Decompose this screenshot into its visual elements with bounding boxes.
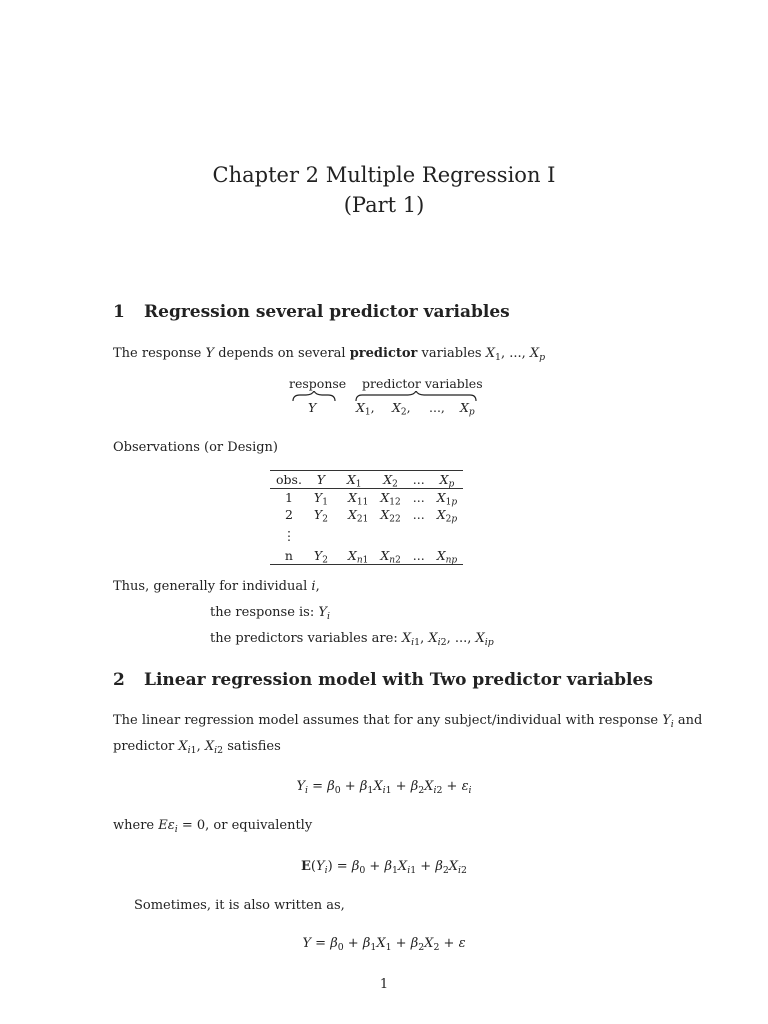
section-1-intro: The response Y depends on several predictor variables $X_1$, ..., $X_p$: [113, 346, 546, 363]
brace-Xp: $X_p$: [460, 400, 475, 418]
section-2-para-line2: predictor $X_{i1}$, $X_{i2}$ satisfies: [113, 739, 281, 756]
sometimes-text: Sometimes, it is also written as,: [134, 898, 345, 913]
brace-X2: $X_2$,: [392, 400, 411, 418]
page-number: 1: [379, 977, 389, 992]
table-row: 1 $Y_1$ $X_{11}$ $X_{12}$ ... $X_{1p}$: [284, 490, 458, 508]
observations-label: Observations (or Design): [113, 440, 278, 455]
header-X2: $X_2$: [383, 472, 398, 490]
header-dots: ...: [412, 472, 425, 487]
header-Xp: $X_p$: [439, 472, 455, 490]
table-row: n $Y_2$ $X_{n1}$ $X_{n2}$ ... $X_{np}$: [270, 547, 463, 565]
page-title: Chapter 2 Multiple Regression I (Part 1): [212, 163, 556, 217]
section-2-heading: 2 Linear regression model with Two predictor variables: [113, 670, 653, 690]
response-is-text: the response is: $Y_i$: [210, 605, 330, 622]
response-label: response: [289, 376, 347, 391]
brace-Y: Y: [308, 400, 317, 415]
header-obs: obs.: [276, 472, 302, 487]
section-2-para-line1: The linear regression model assumes that for any subject/individual with response $Y_i$ and: [113, 713, 703, 730]
equation-model: $Y_i = \beta_0 + \beta_1X_{i1} + \beta_2X_{i2} + \varepsilon_i$: [296, 779, 472, 796]
table-row: ⋮: [282, 527, 296, 543]
predictors-are-text: the predictors variables are: $X_{i1}$, $X_{i2}$, ..., $X_{ip}$: [210, 631, 494, 648]
brace-dots: ...,: [429, 400, 445, 415]
header-X1: $X_1$: [346, 472, 362, 490]
equation-expectation: $E(Y_i) = \beta_0 + \beta_1X_{i1} + \beta_2X_{i2}$: [300, 859, 467, 876]
section-1-heading: 1 Regression several predictor variables: [113, 302, 510, 322]
equation-general: $Y = \beta_0 + \beta_1X_1 + \beta_2X_2 + \varepsilon$: [302, 936, 466, 953]
observations-table: [270, 470, 463, 565]
table-row: 2 $Y_2$ $X_{21}$ $X_{22}$ ... $X_{2p}$: [284, 507, 458, 525]
brace-X1: $X_1$,: [356, 400, 375, 418]
where-text: where $E\varepsilon_i = 0$, or equivalently: [113, 818, 313, 835]
predictor-label: predictor variables: [362, 376, 483, 391]
header-Y: Y: [316, 472, 326, 487]
generally-text: Thus, generally for individual i,: [113, 579, 320, 594]
table-header-row: [270, 471, 463, 489]
brace-diagram: [280, 374, 490, 418]
